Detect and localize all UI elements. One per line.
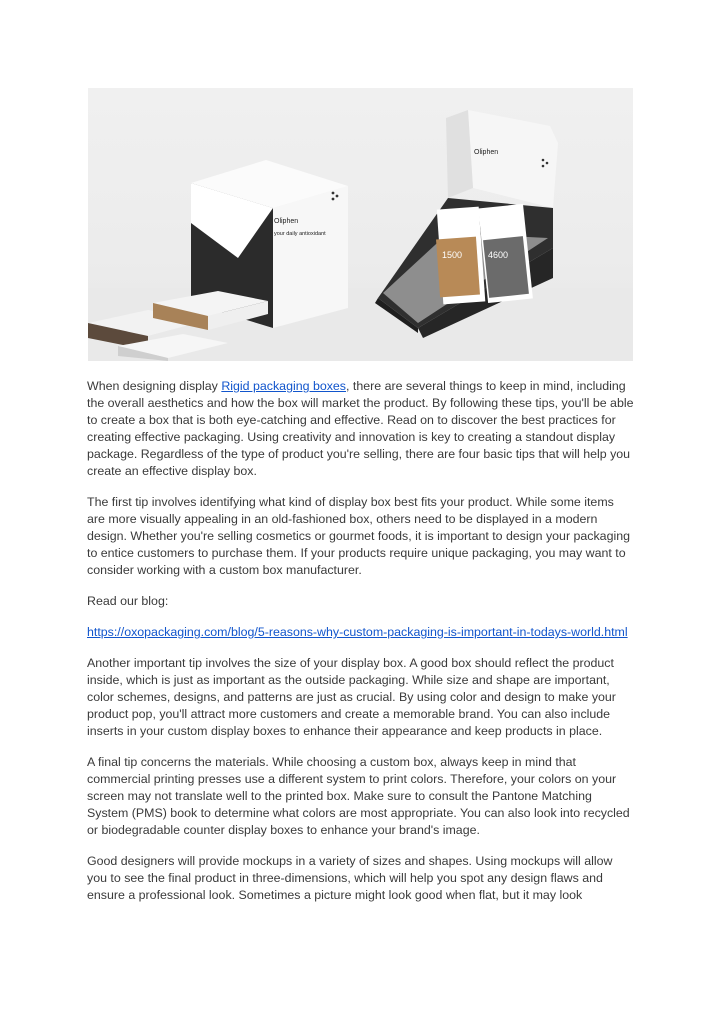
product-photo xyxy=(88,88,633,361)
article-body xyxy=(87,378,635,918)
box-tagline-text: your daily antioxidant xyxy=(274,231,326,237)
intro-text-after: , there are several things to keep in mind, including the overall aesthetics and how the box will market the product. By following these tips, you'll be able to create a box that is both eye-catching and effective. Read on to discover the best practices for creating effective packaging. Using creativity and innovation is key to creating a standout display package. Regardless of the type of product you're selling, there are four basic tips that will help you create an effective display box. xyxy=(87,379,634,478)
intro-text-before: When designing display xyxy=(87,379,222,393)
paragraph-read-blog: Read our blog: xyxy=(87,594,169,608)
paragraph-blog-url xyxy=(87,624,635,641)
box-logo-text: Oliphen xyxy=(274,218,299,225)
stand-logo-text: Oliphen xyxy=(474,149,499,156)
display-box-illustration xyxy=(88,88,633,361)
paragraph-size-tip: Another important tip involves the size of your display box. A good box should reflect the product inside, which is just as important as the outside packaging. While size and shape are important, color schemes, designs, and patterns are just as crucial. By using color and design to make your product pop, you'll attract more customers and create a memorable brand. You can also include inserts in your custom display boxes to enhance their appearance and keep products in place. xyxy=(87,656,616,738)
paragraph-intro xyxy=(87,378,635,480)
card-right-number: 4600 xyxy=(488,250,509,260)
card-left-number: 1500 xyxy=(442,250,463,260)
paragraph-first-tip: The first tip involves identifying what kind of display box best fits your product. While some items are more visually appealing in an old-fashioned box, others need to be displayed in a modern design. Whether you're selling cosmetics or gourmet foods, it is important to design your packaging to entice customers to purchase them. If your products require unique packaging, you may want to consider working with a custom box manufacturer. xyxy=(87,495,631,577)
paragraph-materials-tip: A final tip concerns the materials. While choosing a custom box, always keep in mind that commercial printing presses use a different system to print colors. Therefore, your colors on your screen may not translate well to the printed box. Make sure to consult the Pantone Matching System (PMS) book to determine what colors are most appropriate. You can also look into recycled or biodegradable counter display boxes to enhance your brand's image. xyxy=(87,755,630,837)
rigid-packaging-link[interactable]: Rigid packaging boxes xyxy=(221,379,347,393)
blog-url-link[interactable]: https://oxopackaging.com/blog/5-reasons-why-custom-packaging-is-important-in-todays-world.html xyxy=(87,625,628,639)
paragraph-mockups: Good designers will provide mockups in a variety of sizes and shapes. Using mockups will allow you to see the final product in three-dimensions, which will help you spot any design flaws and ensure a professional look. Sometimes a picture might look good when flat, but it may look xyxy=(87,854,613,902)
